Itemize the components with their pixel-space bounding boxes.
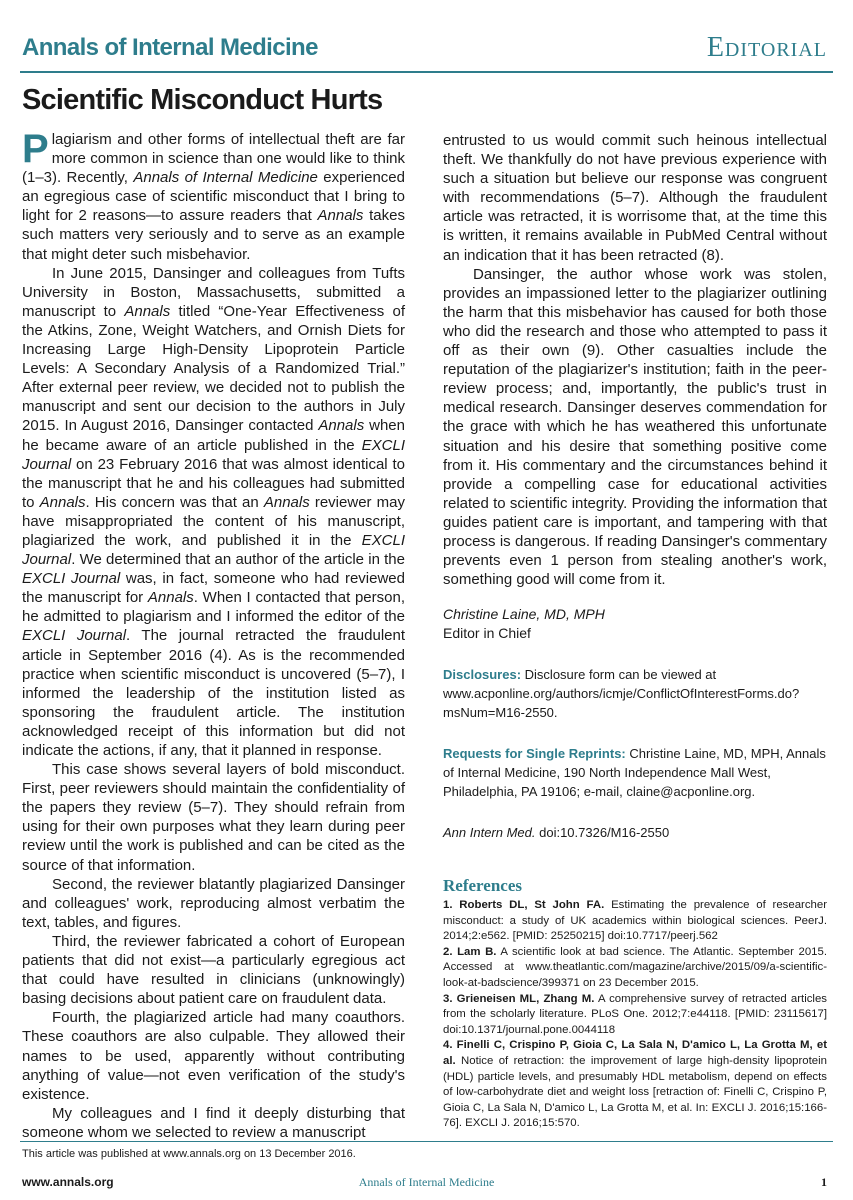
footer-rule: [20, 1141, 833, 1142]
paragraph-7-start: My colleagues and I find it deeply disturbing that someone whom we selected to review a manuscript: [22, 1104, 405, 1141]
citation-doi: doi:10.7326/M16-2550: [535, 825, 670, 841]
p2-text: was, in fact, someone who had reviewed the manuscript for: [22, 570, 405, 607]
reference-item: [443, 945, 827, 992]
paragraph-4: Second, the reviewer blatantly plagiarized Dansinger and colleagues' work, reproducing almost verbatim the text, tables, and figures.: [22, 875, 405, 931]
reference-text: Estimating the prevalence of researcher misconduct: a study of UK academics within biological sciences. PeerJ. 2014;2:e562. [PMID: 25250215] doi:10.7717/peerj.562: [443, 899, 827, 943]
page-number: 1: [821, 1175, 827, 1189]
signature: [443, 605, 827, 643]
footer-journal: Annals of Internal Medicine: [358, 1175, 495, 1189]
drop-cap: P: [22, 127, 49, 171]
paragraph-7-cont: entrusted to us would commit such heinous intellectual theft. We thankfully do not have previous experience with such a situation but believe our response was congruent with recommendations (5–7). Although the fraudulent article was retracted, it is worrisome that, at the time this is written, it remains available in PubMed Central without an indication that it has been retracted (8).: [443, 132, 827, 264]
reference-item: [443, 992, 827, 1039]
reprints-text: Christine Laine, MD, MPH, Annals of Internal Medicine, 190 North Independence Mall West, Philadelphia, PA 19106; e-mail, claine@acponline.org.: [443, 746, 826, 800]
reprints-label: Requests for Single Reprints:: [443, 746, 626, 762]
p2-em: Annals: [39, 493, 86, 511]
right-column: [443, 131, 827, 842]
header-rule: [20, 71, 833, 73]
paragraph-6: Fourth, the plagiarized article had many coauthors. These coauthors are also culpable. They allowed their names to be used, apparently without contributing anything of value—not even verification of the study's existence.: [22, 1009, 405, 1103]
paragraph-8: Dansinger, the author whose work was stolen, provides an impassioned letter to the plagiarizer outlining the harm that this misbehavior has caused for both those who did the research and those who attempted to pass it off as their own (9). Other casualties include the reputation of the plagiarizer's institution; faith in the peer-review process; and, importantly, the public's trust in medical research. Dansinger deserves commendation for the grace with which he has weathered this unfortunate situation and his desire that something positive come from it. His commentary and the circumstances behind it provide a compelling case for educational activities related to scientific integrity. Providing the information that guides patient care is important, and tampering with that process is dangerous. If reading Dansinger's commentary prevents even 1 person from stealing another's work, something good will come from it.: [443, 265, 827, 589]
left-column: [22, 127, 406, 1142]
reprints: [443, 744, 827, 801]
p2-em: EXCLI Journal: [22, 531, 405, 569]
p1-text: experienced an egregious case of scientific misconduct that I bring to light for 2 reasons—to assure readers that: [22, 169, 405, 225]
reference-text: A scientific look at bad science. The Atlantic. September 2015. Accessed at www.theatlantic.com/magazine/archive/2015/09/a-scientific-look-at-badscience/399371 on 23 December 2015.: [443, 945, 827, 989]
paragraph-5: Third, the reviewer fabricated a cohort of European patients that did not exist—a particularly egregious act that could have resulted in clinicians (unknowingly) basing decisions about patient care on fraudulent data.: [22, 932, 405, 1008]
paragraph-2: [22, 264, 405, 760]
p2-text: In June 2015, Dansinger and colleagues from Tufts University in Boston, Massachusetts, submitted a manuscript to: [22, 264, 405, 320]
journal-title: Annals of Internal Medicine: [22, 34, 318, 61]
p1-em: Annals: [317, 207, 364, 225]
p2-em: EXCLI Journal: [22, 436, 405, 473]
p2-text: reviewer may have misappropriated the content of his manuscript, plagiarized the work, and published it in the: [22, 493, 405, 549]
p2-text: . We determined that an author of the article in the: [71, 551, 405, 569]
footer-url[interactable]: www.annals.org: [22, 1175, 114, 1189]
p2-em: Annals: [147, 589, 194, 607]
p1-em: Annals of Internal Medicine: [133, 169, 318, 187]
p2-text: . When I contacted that person, he admitted to plagiarism and I informed the editor of the: [22, 589, 405, 626]
p2-em: Annals: [124, 302, 171, 320]
p2-text: titled “One-Year Effectiveness of the Atkins, Zone, Weight Watchers, and Ornish Diets for Increasing Large High-Density Lipoprotein Particle Levels: A Secondary Analysis of a Randomized Trial.” After external peer review, we decided not to publish the manuscript and sent our decision to the authors in July 2015. In August 2016, Dansinger contacted: [22, 302, 405, 435]
p1-text: lagiarism and other forms of intellectual theft are far more common in science than one would like to think (1–3). Recently,: [22, 131, 405, 187]
p2-text: on 23 February 2016 that was almost identical to the manuscript that he and his colleagues had submitted to: [22, 455, 405, 511]
references-heading: References: [443, 876, 522, 895]
citation: [443, 823, 827, 842]
p1-text: takes such matters very seriously and to serve as an example that might deter such misbehavior.: [22, 207, 405, 263]
p2-em: Annals: [318, 417, 365, 435]
paragraph-1: [22, 127, 405, 264]
p2-text: when he became aware of an article published in the: [22, 417, 405, 454]
disclosures-label: Disclosures:: [443, 667, 522, 683]
p2-text: . The journal retracted the fraudulent article in September 2016 (4). As is the recommended practice when scientific misconduct is uncovered (5–7), I informed the leadership of the institution listed as sponsoring the fraudulent article. The institution acknowledged receipt of this information but did not indicate the actions, if any, that it planned in response.: [22, 627, 406, 759]
p2-em: Annals: [263, 493, 310, 511]
reference-authors: 1. Roberts DL, St John FA.: [443, 899, 605, 911]
disclosures: [443, 665, 827, 722]
reference-authors: 4. Finelli C, Crispino P, Gioia C, La Sala N, D'amico L, La Grotta M, et al.: [443, 1039, 827, 1067]
article-title: Scientific Misconduct Hurts: [22, 84, 383, 116]
reference-text: A comprehensive survey of retracted articles from the scholarly literature. PLoS One. 2012;7:e44118. [PMID: 23115617] doi:10.1371/journal.pone.0044118: [443, 992, 827, 1036]
reference-text: Notice of retraction: the improvement of large high-density lipoprotein (HDL) particle levels, and presumably HDL metabolism, depend on effects of low-carbohydrate diet and weight loss [retraction of: Finelli C, Crispino P, Gioia C, La Sala N, D'amico L, La Grotta M, et al. In: EXCLI J. 2016;15:166-76]. EXCLI J. 2016;15:570.: [443, 1054, 827, 1130]
p2-em: EXCLI Journal: [22, 627, 127, 645]
signature-role: Editor in Chief: [443, 625, 531, 642]
p2-em: EXCLI Journal: [22, 570, 121, 588]
section-label: Editorial: [706, 32, 827, 63]
p2-text: . His concern was that an: [85, 493, 264, 511]
citation-journal: Ann Intern Med.: [443, 825, 536, 841]
reference-authors: 2. Lam B.: [443, 945, 497, 958]
publication-note: This article was published at www.annals.org on 13 December 2016.: [22, 1148, 356, 1160]
reference-item: [443, 1038, 827, 1132]
reference-item: [443, 898, 827, 945]
reference-authors: 3. Grieneisen ML, Zhang M.: [443, 992, 595, 1005]
paragraph-3: This case shows several layers of bold misconduct. First, peer reviewers should maintain the confidentiality of the papers they review (5–7). They should refrain from using for their own purposes what they learn during peer review until the work is published and can be cited as the source of that information.: [22, 761, 405, 874]
signature-name: Christine Laine, MD, MPH: [443, 606, 605, 623]
disclosures-text: Disclosure form can be viewed at www.acponline.org/authors/icmje/ConflictOfInterestForms.do?msNum=M16-2550.: [443, 667, 800, 721]
references-list: [443, 898, 827, 1132]
